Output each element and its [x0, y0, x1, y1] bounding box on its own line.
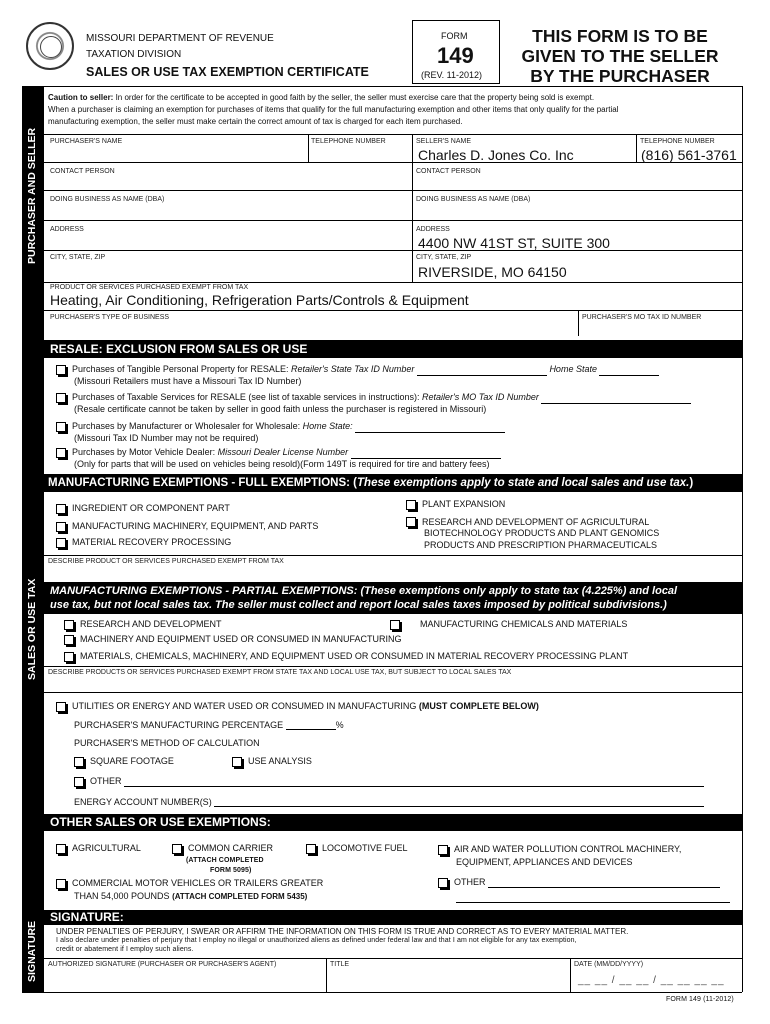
wholesale-home-state-line[interactable] [355, 423, 505, 433]
seller-notice-line: BY THE PURCHASER [530, 66, 710, 86]
commercial-vehicles-label: COMMERCIAL MOTOR VEHICLES OR TRAILERS GREATER [72, 878, 324, 888]
locomotive-fuel-checkbox[interactable] [306, 844, 316, 854]
other-exemption-line[interactable] [488, 878, 720, 888]
seller-notice-line: GIVEN TO THE SELLER [521, 46, 719, 66]
research-label: RESEARCH AND DEVELOPMENT OF AGRICULTURAL [422, 516, 650, 527]
resale-wholesale-checkbox[interactable] [56, 422, 66, 432]
common-carrier-note: (ATTACH COMPLETED [186, 856, 264, 864]
mfg-full-heading-text: MANUFACTURING EXEMPTIONS - FULL EXEMPTIONS: ( [48, 477, 358, 489]
mfg-full-left [56, 499, 318, 551]
resale-item-services [56, 392, 691, 415]
mfg-partial-heading-line: MANUFACTURING EXEMPTIONS - PARTIAL EXEMPTIONS: (These exemptions only apply to state tax (4.225%) and local [50, 585, 678, 597]
signature-date-input[interactable]: __ __ / __ __ / __ __ __ __ [578, 975, 725, 986]
form-footer: FORM 149 (11-2012) [666, 996, 734, 1003]
mfg-partial-describe-label: DESCRIBE PRODUCTS OR SERVICES PURCHASED EXEMPT FROM STATE TAX AND LOCAL USE TAX, BUT SUBJECT TO LOCAL SALES TAX [48, 669, 512, 676]
mfg-full-checkbox[interactable] [56, 538, 66, 548]
seller-city-label: CITY, STATE, ZIP [416, 254, 472, 261]
energy-account [74, 797, 704, 807]
resale-dealer-checkbox[interactable] [56, 448, 66, 458]
resale-item-tangible [56, 364, 659, 387]
pollution-control-label: EQUIPMENT, APPLIANCES AND DEVICES [456, 857, 633, 867]
seller-notice [500, 26, 740, 86]
caution-text [48, 92, 740, 128]
commercial-vehicles-checkbox[interactable] [56, 879, 66, 889]
purchaser-name-label: PURCHASER'S NAME [50, 138, 123, 145]
manufacturing-percentage-input[interactable] [286, 720, 336, 730]
signature-declaration-line: I also declare under penalties of perjury that I employ no illegal or unauthorized aliens as defined under federal law and that I am not eligible for any tax exemption, [56, 937, 577, 944]
use-analysis-checkbox[interactable] [232, 757, 242, 767]
agricultural-checkbox[interactable] [56, 844, 66, 854]
purchaser-name-input[interactable] [46, 146, 306, 161]
partial-chem-checkbox[interactable] [390, 620, 400, 630]
missouri-state-seal [26, 22, 74, 70]
partial-rd-option [64, 619, 222, 630]
resale-services-note: (Resale certificate cannot be taken by seller in good faith unless the purchaser is registered in Missouri) [74, 403, 487, 414]
other-exemption-checkbox[interactable] [438, 878, 448, 888]
home-state-line[interactable] [599, 366, 659, 376]
mfg-full-option-label: MANUFACTURING MACHINERY, EQUIPMENT, AND PARTS [72, 521, 319, 531]
mfg-full-option-label: INGREDIENT OR COMPONENT PART [72, 503, 230, 513]
mfg-full-describe-label: DESCRIBE PRODUCT OR SERVICES PURCHASED EXEMPT FROM TAX [48, 558, 284, 565]
pollution-control-option [438, 843, 681, 869]
caution-lead: Caution to seller: [48, 93, 114, 102]
mfg-full-checkbox[interactable] [56, 504, 66, 514]
form-label: FORM [441, 31, 468, 41]
retailer-tax-id-line[interactable] [417, 366, 547, 376]
signature-declaration-line: UNDER PENALTIES OF PERJURY, I SWEAR OR AFFIRM THE INFORMATION ON THIS FORM IS TRUE AND CORRECT AS TO EVERY MATERIAL MATTER. [56, 927, 629, 936]
partial-mach-checkbox[interactable] [64, 635, 74, 645]
purchaser-telephone-label: TELEPHONE NUMBER [311, 138, 386, 145]
resale-tangible-text: Purchases of Tangible Personal Property for RESALE: [72, 364, 289, 374]
partial-mach-label: MACHINERY AND EQUIPMENT USED OR CONSUMED IN MANUFACTURING [80, 634, 402, 644]
caution-line: In order for the certificate to be accepted in good faith by the seller, the seller must exercise care that the property being sold is exempt. [115, 93, 595, 102]
mfg-full-right [406, 499, 659, 551]
city-label: CITY, STATE, ZIP [50, 254, 106, 261]
square-footage-label: SQUARE FOOTAGE [90, 756, 174, 766]
resale-services-italic: Retailer's MO Tax ID Number [422, 392, 539, 402]
mfg-partial-describe-input[interactable] [46, 677, 740, 691]
resale-services-checkbox[interactable] [56, 393, 66, 403]
partial-mach-option [64, 634, 402, 645]
square-footage-option [74, 756, 174, 767]
plant-expansion-checkbox[interactable] [406, 500, 416, 510]
authorized-signature-label: AUTHORIZED SIGNATURE (PURCHASER OR PURCHASER'S AGENT) [48, 961, 277, 968]
mo-tax-id-label: PURCHASER'S MO TAX ID NUMBER [582, 314, 702, 321]
caution-line: When a purchaser is claiming an exemption for purchases of items that qualify for the full manufacturing exemption and other items that only qualify for the partial [48, 105, 619, 114]
locomotive-fuel-option [306, 843, 408, 854]
mfg-full-heading-italic: These exemptions apply to state and local sales and use tax. [357, 477, 690, 489]
utilities-other-label: OTHER [90, 776, 122, 786]
utilities-must-complete: (MUST COMPLETE BELOW) [418, 701, 539, 711]
side-bar-signature [22, 910, 44, 992]
business-type-input[interactable] [46, 322, 576, 335]
mfg-full-option [56, 499, 318, 517]
seller-contact-input[interactable] [414, 176, 740, 189]
agricultural-option [56, 843, 141, 854]
common-carrier-option [172, 843, 273, 876]
mfg-full-heading-end: ) [689, 477, 694, 489]
resale-wholesale-note: (Missouri Tax ID Number may not be required) [74, 432, 259, 443]
research-label: BIOTECHNOLOGY PRODUCTS AND PLANT GENOMICS [424, 528, 660, 538]
resale-services-text: Purchases of Taxable Services for RESALE (see list of taxable services in instructions): [72, 392, 420, 402]
seller-name-input[interactable]: Charles D. Jones Co. Inc [418, 147, 574, 163]
research-option [406, 517, 659, 529]
mfg-full-describe-input[interactable] [46, 566, 740, 580]
calculation-method-label: PURCHASER'S METHOD OF CALCULATION [74, 738, 260, 748]
side-label-purchaser: PURCHASER AND SELLER [26, 127, 38, 264]
product-input[interactable]: Heating, Air Conditioning, Refrigeration Parts/Controls & Equipment [50, 292, 469, 308]
partial-rd-label: RESEARCH AND DEVELOPMENT [80, 619, 222, 629]
caution-line: manufacturing exemption, the seller must make certain the correct amount of tax is charged for each item purchased. [48, 117, 463, 126]
partial-mat-checkbox[interactable] [64, 652, 74, 662]
form-revision: (REV. 11-2012) [421, 70, 483, 80]
common-carrier-note: FORM 5095) [210, 866, 252, 874]
form-number: 149 [437, 43, 474, 68]
partial-mat-option [64, 651, 628, 662]
seller-address-input[interactable]: 4400 NW 41ST ST, SUITE 300 [418, 235, 610, 251]
use-analysis-option [232, 756, 312, 767]
authorized-signature-input[interactable] [46, 969, 324, 991]
commercial-vehicles-option [56, 877, 323, 903]
side-bar-purchaser [22, 86, 44, 336]
commercial-vehicles-note: (ATTACH COMPLETED FORM 5435) [172, 892, 308, 901]
pollution-control-checkbox[interactable] [438, 845, 448, 855]
common-carrier-checkbox[interactable] [172, 844, 182, 854]
resale-dealer-text: Purchases by Motor Vehicle Dealer: [72, 447, 216, 457]
resale-wholesale-text: Purchases by Manufacturer or Wholesaler for Wholesale: [72, 421, 301, 431]
mfg-partial-heading-line: use tax, but not local sales tax. The seller must collect and report local sales taxes imposed by political subdivisions.) [50, 599, 667, 611]
resale-heading: RESALE: EXCLUSION FROM SALES OR USE [44, 340, 742, 358]
seller-notice-line: THIS FORM IS TO BE [532, 26, 708, 46]
address-label: ADDRESS [50, 226, 84, 233]
partial-mat-label: MATERIALS, CHEMICALS, MACHINERY, AND EQUIPMENT USED OR CONSUMED IN MATERIAL RECOVERY PROCESSING PLANT [80, 651, 629, 661]
side-label-tax: SALES OR USE TAX [26, 578, 38, 680]
utilities-checkbox[interactable] [56, 702, 66, 712]
pollution-control-label: AIR AND WATER POLLUTION CONTROL MACHINERY, [454, 844, 682, 854]
square-footage-checkbox[interactable] [74, 757, 84, 767]
use-analysis-label: USE ANALYSIS [248, 756, 312, 766]
locomotive-fuel-label: LOCOMOTIVE FUEL [322, 843, 408, 853]
home-state-label: Home State [549, 364, 597, 374]
seller-city-input[interactable]: RIVERSIDE, MO 64150 [418, 264, 567, 280]
city-input[interactable] [46, 262, 410, 280]
signature-declaration [56, 927, 628, 954]
resale-tangible-note: (Missouri Retailers must have a Missouri Tax ID Number) [74, 375, 302, 386]
seller-telephone-input[interactable]: (816) 561-3761 [641, 147, 737, 163]
signer-title-label: TITLE [330, 961, 350, 968]
contact-person-input[interactable] [46, 176, 410, 189]
seller-contact-label: CONTACT PERSON [416, 168, 481, 175]
resale-dealer-italic: Missouri Dealer License Number [217, 447, 349, 457]
partial-chem-option [390, 619, 627, 630]
research-label: PRODUCTS AND PRESCRIPTION PHARMACEUTICALS [424, 539, 658, 550]
research-checkbox[interactable] [406, 517, 416, 527]
mo-tax-id-input[interactable] [580, 322, 740, 335]
mfg-partial-heading [44, 582, 742, 614]
other-exemption-label: OTHER [454, 877, 486, 887]
mo-tax-id-line[interactable] [541, 394, 691, 404]
dba-label: DOING BUSINESS AS NAME (DBA) [50, 196, 165, 203]
signature-declaration-line: credit or abatement if I employ such aliens. [56, 946, 194, 953]
signature-heading: SIGNATURE: [44, 910, 742, 925]
resale-dealer-note: (Only for parts that will be used on vehicles being resold)(Form 149T is required for tire and battery fees) [74, 458, 490, 469]
seller-dba-label: DOING BUSINESS AS NAME (DBA) [416, 196, 531, 203]
division-name: TAXATION DIVISION [86, 49, 182, 60]
side-label-signature: SIGNATURE [26, 920, 38, 982]
manufacturing-percentage [74, 720, 344, 730]
form-number-box [412, 20, 500, 84]
seller-telephone-label: TELEPHONE NUMBER [640, 138, 715, 145]
utilities-other-checkbox[interactable] [74, 777, 84, 787]
resale-wholesale-italic: Home State: [302, 421, 353, 431]
form-title: SALES OR USE TAX EXEMPTION CERTIFICATE [86, 65, 369, 79]
product-label: PRODUCT OR SERVICES PURCHASED EXEMPT FROM TAX [50, 284, 249, 291]
contact-person-label: CONTACT PERSON [50, 168, 115, 175]
seller-address-label: ADDRESS [416, 226, 450, 233]
dealer-license-line[interactable] [351, 449, 501, 459]
partial-rd-checkbox[interactable] [64, 620, 74, 630]
plant-expansion-option [406, 499, 659, 511]
utilities-other-option [74, 776, 704, 787]
resale-tangible-checkbox[interactable] [56, 365, 66, 375]
address-input[interactable] [46, 234, 410, 249]
percent-sign: % [335, 720, 344, 730]
mfg-full-option [56, 533, 318, 551]
dba-input[interactable] [46, 204, 410, 219]
business-type-label: PURCHASER'S TYPE OF BUSINESS [50, 314, 170, 321]
side-bar-tax [22, 336, 44, 910]
other-exemption-option [438, 877, 720, 888]
common-carrier-label: COMMON CARRIER [188, 843, 273, 853]
utilities-option [56, 701, 539, 712]
resale-item-dealer [56, 447, 501, 470]
commercial-vehicles-label: THAN 54,000 POUNDS [74, 891, 170, 901]
seller-name-label: SELLER'S NAME [416, 138, 472, 145]
mfg-full-checkbox[interactable] [56, 522, 66, 532]
manufacturing-percentage-label: PURCHASER'S MANUFACTURING PERCENTAGE [74, 720, 284, 730]
resale-tangible-italic: Retailer's State Tax ID Number [290, 364, 415, 374]
energy-account-label: ENERGY ACCOUNT NUMBER(S) [74, 797, 212, 807]
purchaser-telephone-input[interactable] [310, 146, 410, 161]
other-exemptions-heading: OTHER SALES OR USE EXEMPTIONS: [44, 814, 742, 831]
plant-expansion-label: PLANT EXPANSION [422, 499, 506, 509]
resale-item-wholesale [56, 421, 505, 444]
signature-date-label: DATE (MM/DD/YYYY) [574, 961, 644, 968]
signer-title-input[interactable] [328, 969, 568, 991]
mfg-full-option-label: MATERIAL RECOVERY PROCESSING [72, 537, 232, 547]
energy-account-input[interactable] [214, 797, 704, 807]
utilities-other-line[interactable] [124, 777, 704, 787]
agricultural-label: AGRICULTURAL [72, 843, 141, 853]
mfg-full-heading [44, 474, 742, 492]
seller-dba-input[interactable] [414, 204, 740, 219]
department-name: MISSOURI DEPARTMENT OF REVENUE [86, 33, 274, 44]
utilities-label: UTILITIES OR ENERGY AND WATER USED OR CONSUMED IN MANUFACTURING [72, 701, 417, 711]
partial-chem-label: MANUFACTURING CHEMICALS AND MATERIALS [420, 619, 628, 629]
